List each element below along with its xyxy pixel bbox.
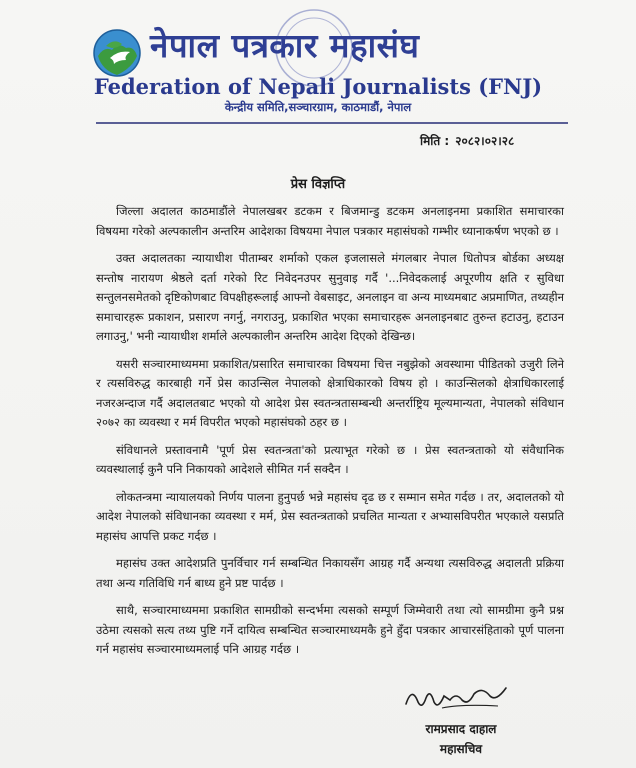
org-address: केन्द्रीय समिति,सञ्चारग्राम, काठमाडौं, नेपाल	[224, 100, 412, 114]
paragraph: उक्त अदालतका न्यायाधीश पीताम्बर शर्माको एकल इजलासले मंगलबार नेपाल धितोपत्र बोर्डका अध्यक्ष सन्तोष नारायण श्रेष्ठले दर्ता गरेको रिट निवेदनउपर सुनुवाइ गर्दै '...निवेदकलाई अपूरणीय क्षति र सुविधा सन्तुलनसमेतको दृष्टिकोणबाट विपक्षीहरूलाई आफ्नो वेबसाइट, अनलाइन वा अन्य माध्यमबाट अप्रमाणित, तथ्यहीन समाचारहरू प्रकाशन, प्रसारण नगर्नु, नगराउनु, प्रकाशित भएका समाचारहरू अनलाइनबाट तुरुन्त हटाउनु, हटाउन लगाउनु,' भनी न्यायाधीश शर्माले अल्पकालीन अन्तरिम आदेश दिएको देखिन्छ।	[96, 251, 564, 343]
signatory-name: रामप्रसाद दाहाल	[425, 722, 497, 736]
letterhead	[0, 0, 636, 125]
org-name-english: Federation of Nepali Journalists (FNJ)	[93, 74, 543, 99]
paragraph: साथै, सञ्चारमाध्यममा प्रकाशित सामग्रीको सन्दर्भमा त्यसको सम्पूर्ण जिम्मेवारी तथा त्यो सामग्रीमा कुनै प्रश्न उठेमा त्यसको सत्य तथ्य पुष्टि गर्ने दायित्व सम्बन्धित सञ्चारमाध्यमकै हुने हुँदा पत्रकार आचारसंहिताको पूर्ण पालना गर्न महासंघ सञ्चारमाध्यमलाई पनि आग्रह गर्दछ ।	[96, 603, 564, 656]
document-body	[96, 202, 564, 668]
paragraph: लोकतन्त्रमा न्यायालयको निर्णय पालना हुनुपर्छ भन्ने महासंघ दृढ छ र सम्मान समेत गर्दछ । तर, अदालतको यो आदेश नेपालको संविधानका व्यवस्था र मर्म, प्रेस स्वतन्त्रताको प्रचलित मान्यता र अभ्यासविपरीत भएकाले यसप्रति महासंघ आपत्ति प्रकट गर्दछ ।	[96, 489, 564, 543]
document-title: प्रेस विज्ञप्ति	[290, 177, 346, 192]
paragraph: संविधानले प्रस्तावनामै 'पूर्ण प्रेस स्वतन्त्रता'को प्रत्याभूत गरेको छ । प्रेस स्वतन्त्रताको यो संवैधानिक व्यवस्थालाई कुनै पनि निकायको आदेशले सीमित गर्न सक्दैन ।	[96, 442, 564, 476]
paragraph: यसरी सञ्चारमाध्यममा प्रकाशित/प्रसारित समाचारका विषयमा चित्त नबुझेको अवस्थामा पीडितको उजुरी लिने र त्यसविरुद्ध कारबाही गर्ने प्रेस काउन्सिल नेपालको क्षेत्राधिकारको विषय हो । काउन्सिलको क्षेत्राधिकारलाई नजरअन्दाज गर्दै अदालतबाट भएको यो आदेश प्रेस स्वतन्त्रतासम्बन्धी अन्तर्राष्ट्रिय मूल्यमान्यता, नेपालको संविधान २०७२ का व्यवस्था र मर्म विपरीत भएको महासंघको ठहर छ ।	[96, 356, 564, 429]
paragraph: महासंघ उक्त आदेशप्रति पुनर्विचार गर्न सम्बन्धित निकायसँग आग्रह गर्दै अन्यथा त्यसविरुद्ध अदालती प्रक्रिया तथा अन्य गतिविधि गर्न बाध्य हुने प्रष्ट पार्दछ ।	[96, 556, 564, 590]
handwritten-signature	[402, 680, 512, 716]
signatory-title: महासचिव	[439, 742, 483, 756]
fnj-globe-dove-logo-icon	[92, 28, 142, 78]
org-name-nepali: नेपाल पत्रकार महासंघ	[150, 26, 420, 65]
header-divider	[96, 122, 568, 124]
date-label: मिति :	[420, 134, 450, 148]
paragraph: जिल्ला अदालत काठमाडौंले नेपालखबर डटकम र बिजमान्डु डटकम अनलाइनमा प्रकाशित समाचारका विषयमा गरेको अल्पकालीन अन्तरिम आदेशका विषयमा नेपाल पत्रकार महासंघको गम्भीर ध्यानाकर्षण भएको छ ।	[96, 204, 564, 238]
date-line	[420, 132, 570, 149]
date-value: २०८२।०२।२८	[455, 134, 515, 148]
